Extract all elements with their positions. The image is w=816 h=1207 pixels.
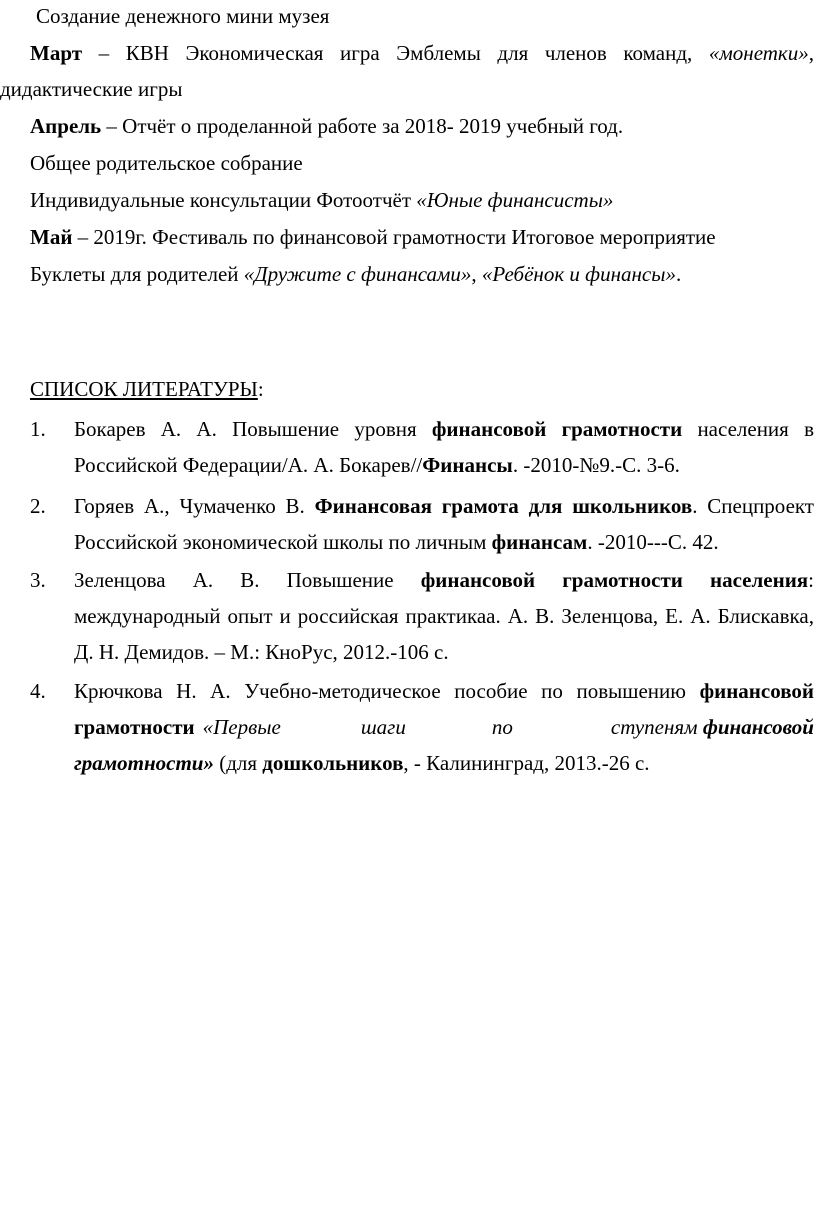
reference-line: Д. Н. Демидов. – М.: КноРус, 2012.-106 с. (74, 640, 449, 664)
reference-line: Российской Федерации/А. А. Бокарев//Финансы. -2010-№9.-С. 3-6. (74, 453, 680, 477)
plan-march-line: Март – КВН Экономическая игра Эмблемы для членов команд, «монетки», (30, 41, 815, 65)
reference-line: Бокарев А. А. Повышение уровня финансовой грамотности населения в (74, 417, 814, 441)
reference-number: 2. (30, 494, 46, 518)
reference-line: Зеленцова А. В. Повышение финансовой грамотности населения: (74, 568, 815, 592)
reference-number: 4. (30, 679, 46, 703)
reference-number: 1. (30, 417, 46, 441)
plan-consultations: Индивидуальные консультации Фотоотчёт «Юные финансисты» (30, 188, 614, 212)
consult-italic: «Юные финансисты» (416, 188, 614, 212)
april-label: Апрель (30, 114, 102, 138)
reference-line: Крючкова Н. А. Учебно-методическое пособие по повышению финансовой (74, 679, 814, 703)
reference-line: грамотности «Первые шаги по ступеням финансовой (74, 715, 814, 739)
may-label: Май (30, 225, 73, 249)
booklets-italic-1: «Дружите с финансами» (243, 262, 472, 286)
plan-parents-meeting: Общее родительское собрание (30, 151, 303, 175)
reference-line: Горяев А., Чумаченко В. Финансовая грамота для школьников. Спецпроект (74, 494, 814, 518)
plan-may-line: Май – 2019г. Фестиваль по финансовой грамотности Итоговое мероприятие (30, 225, 716, 249)
march-label: Март (30, 41, 83, 65)
reference-number: 3. (30, 568, 46, 592)
march-italic: «монетки» (708, 41, 809, 65)
plan-march-continuation: дидактические игры (0, 77, 183, 101)
booklets-italic-2: «Ребёнок и финансы» (481, 262, 676, 286)
references-heading: СПИСОК ЛИТЕРАТУРЫ: (30, 377, 264, 401)
reference-line: международный опыт и российская практикаа. А. В. Зеленцова, Е. А. Блискавка, (74, 604, 814, 628)
reference-line: Российской экономической школы по личным финансам. -2010---С. 42. (74, 530, 719, 554)
plan-april-line: Апрель – Отчёт о проделанной работе за 2018- 2019 учебный год. (30, 114, 624, 138)
plan-booklets: Буклеты для родителей «Дружите с финансами», «Ребёнок и финансы». (30, 262, 682, 286)
reference-line: грамотности» (для дошкольников, - Калининград, 2013.-26 с. (74, 751, 650, 775)
plan-title: Создание денежного мини музея (36, 4, 330, 28)
